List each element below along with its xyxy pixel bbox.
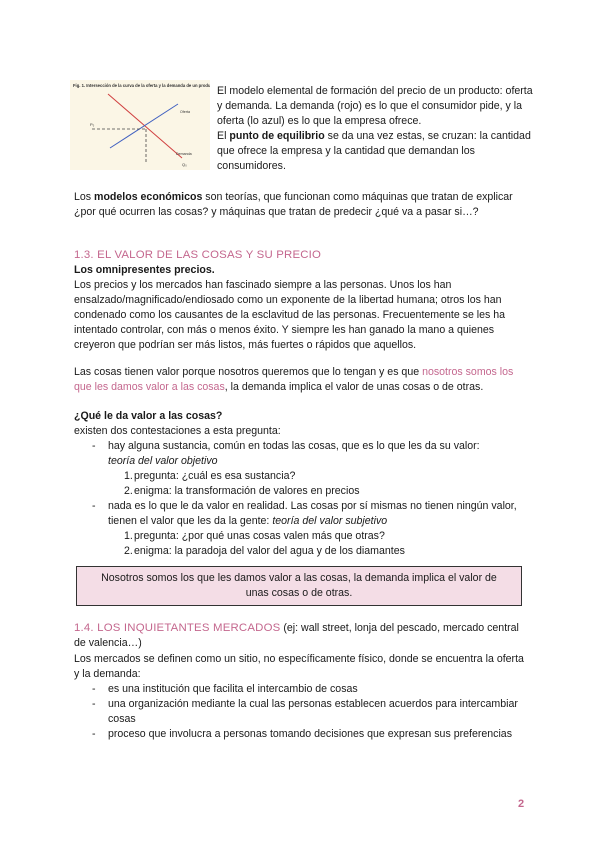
supply-demand-figure [70, 80, 210, 170]
intro-line-2-post: se da una vez estas, se cruzan: la cantidad que ofrece la empresa y la cantidad que demandan los consumidores. [217, 130, 531, 172]
list-dash: - [92, 698, 96, 710]
models-post: son teorías, que funcionan como máquinas que tratan de explicar ¿por qué ocurren las cosas? y máquinas que tratan de predecir ¿qué va a pasar si…? [74, 191, 513, 218]
list-number: 2. [124, 545, 133, 557]
list-item [74, 697, 524, 727]
para2-pre: Las cosas tienen valor porque nosotros queremos que lo tengan y es que [74, 366, 423, 378]
list-item [74, 529, 524, 544]
list-item [74, 439, 524, 469]
markets-list [74, 682, 524, 742]
list-number: 1. [124, 530, 133, 542]
subjective-theory: teoría del valor subjetivo [272, 515, 388, 527]
list-dash: - [92, 440, 96, 452]
list-number: 1. [124, 470, 133, 482]
intro-line-2 [217, 129, 537, 174]
demand-label: Demanda [176, 152, 192, 156]
demand-curve [108, 94, 182, 158]
section-1-3-paragraph-1: Los precios y los mercados han fascinado siempre a las personas. Unos los han ensalzado/magnificado/endiosado como un exponente de la libertad humana; otros los han condenado como los causantes de la esclavitud de las personas. Frecuentemente se les ha intentado controlar, con más o menos éxito. Y siempre les han ganado la mano a quienes creyeron que podrían ser más listos, más fuertes o rápidos que aquellos. [74, 279, 506, 351]
list-dash: - [92, 500, 96, 512]
sub-item-text: pregunta: ¿por qué unas cosas valen más que otras? [134, 530, 385, 542]
section-1-3-heading: 1.3. EL VALOR DE LAS COSAS Y SU PRECIO [74, 249, 322, 261]
section-1-3-subheading: Los omnipresentes precios. [74, 264, 215, 276]
equilibrium-term: punto de equilibrio [229, 130, 325, 142]
list-dash: - [92, 683, 96, 695]
supply-curve [110, 104, 178, 148]
list-item [74, 682, 524, 697]
page-number: 2 [518, 798, 525, 810]
models-paragraph [74, 190, 524, 220]
section-1-4-heading [74, 621, 524, 651]
section-1-4-title: 1.4. LOS INQUIETANTES MERCADOS [74, 622, 281, 634]
market-item-text: proceso que involucra a personas tomando decisiones que expresan sus preferencias [108, 728, 512, 740]
sub-item-text: pregunta: ¿cuál es esa sustancia? [134, 470, 296, 482]
figure-caption: Fig. 1. Intersección de la curva de la oferta y la demanda de un producto [73, 83, 210, 88]
list-item [74, 544, 524, 559]
intro-text [217, 84, 537, 174]
intro-line-1: El modelo elemental de formación del precio de un producto: oferta y demanda. La demanda (rojo) es lo que el consumidor pide, y la oferta (lo azul) es lo que la empresa ofrece. [217, 85, 533, 127]
value-question: ¿Qué le da valor a las cosas? [74, 410, 223, 422]
market-item-text: es una institución que facilita el intercambio de cosas [108, 683, 358, 695]
answer-2-text: nada es lo que le da valor en realidad. Las cosas por sí mismas no tienen ningún valor, tienen el valor que les da la gente: [108, 500, 517, 527]
sub-item-text: enigma: la transformación de valores en precios [134, 485, 360, 497]
answers-list [74, 439, 524, 559]
supply-label: Oferta [180, 110, 190, 114]
list-dash: - [92, 728, 96, 740]
market-item-text: una organización mediante la cual las personas establecen acuerdos para intercambiar cosas [108, 698, 518, 725]
intro-line-2-pre: El [217, 130, 230, 142]
list-item [74, 469, 524, 484]
para2-post: , la demanda implica el valor de unas cosas o de otras. [224, 381, 484, 393]
list-number: 2. [124, 485, 133, 497]
markets-definition: Los mercados se definen como un sitio, no específicamente físico, donde se encuentra la oferta y la demanda: [74, 653, 524, 680]
section-1-4-note: (ej: wall street, lonja del pescado, mercado central de valencia…) [74, 622, 519, 649]
list-item [74, 727, 524, 742]
para2-highlight: nosotros somos los que les damos valor a las cosas [74, 366, 514, 393]
list-item [74, 484, 524, 499]
callout-box: Nosotros somos los que les damos valor a las cosas, la demanda implica el valor de unas cosas o de otras. [76, 566, 522, 606]
price-label: P₀ [90, 122, 95, 127]
models-pre: Los [74, 191, 95, 203]
sub-item-text: enigma: la paradoja del valor del agua y de los diamantes [134, 545, 405, 557]
section-1-3-paragraph-2 [74, 365, 524, 395]
supply-demand-chart [70, 80, 210, 170]
models-term: modelos económicos [94, 191, 203, 203]
list-item [74, 499, 524, 529]
value-question-intro: existen dos contestaciones a esta pregunta: [74, 425, 281, 437]
answer-1-text: hay alguna sustancia, común en todas las cosas, que es lo que les da su valor: [108, 440, 480, 452]
objective-theory: teoría del valor objetivo [108, 455, 218, 467]
quantity-label: Q₀ [182, 162, 187, 167]
